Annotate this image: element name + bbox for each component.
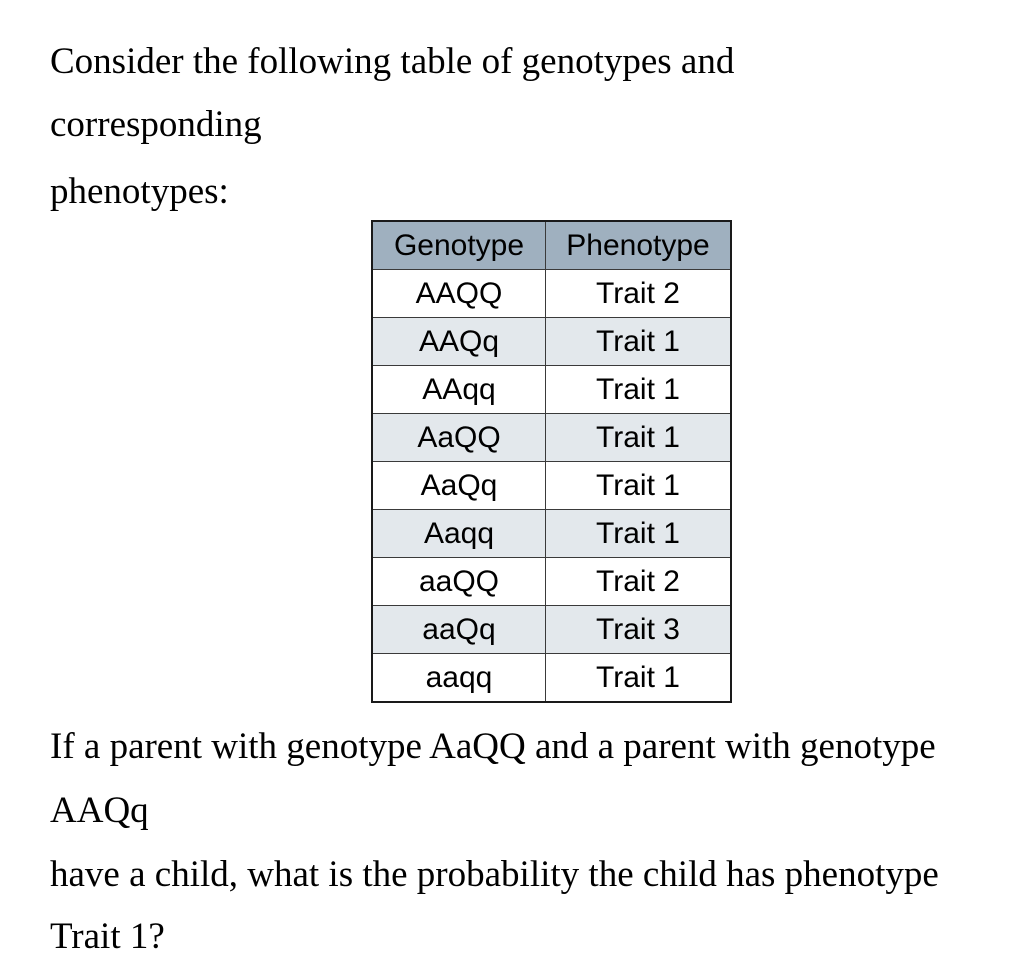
- genotype-phenotype-table: [371, 220, 732, 703]
- table-row: [372, 414, 731, 462]
- table-row: [372, 462, 731, 510]
- genotype-cell: aaQQ: [372, 558, 546, 606]
- phenotype-cell: Trait 1: [546, 414, 732, 462]
- genotype-cell: Aaqq: [372, 510, 546, 558]
- intro-text-line-3: phenotypes:: [50, 171, 229, 212]
- table-row: [372, 606, 731, 654]
- genotype-cell: aaqq: [372, 654, 546, 703]
- genotype-cell: AAQq: [372, 318, 546, 366]
- phenotype-cell: Trait 2: [546, 558, 732, 606]
- genotype-phenotype-table-container: [371, 220, 732, 703]
- genotype-cell: AaQQ: [372, 414, 546, 462]
- table-row: [372, 510, 731, 558]
- genotype-cell: AAQQ: [372, 270, 546, 318]
- table-row: [372, 654, 731, 703]
- question-text-line-2: AAQq: [50, 790, 149, 831]
- genotype-cell: AAqq: [372, 366, 546, 414]
- table-header-row: [372, 221, 731, 270]
- table-row: [372, 558, 731, 606]
- header-phenotype: Phenotype: [546, 221, 732, 270]
- question-text-line-3: have a child, what is the probability the child has phenotype: [50, 854, 939, 895]
- genotype-cell: AaQq: [372, 462, 546, 510]
- phenotype-cell: Trait 1: [546, 318, 732, 366]
- table-row: [372, 366, 731, 414]
- phenotype-cell: Trait 1: [546, 462, 732, 510]
- phenotype-cell: Trait 2: [546, 270, 732, 318]
- phenotype-cell: Trait 1: [546, 510, 732, 558]
- intro-text-line-2: corresponding: [50, 104, 262, 145]
- header-genotype: Genotype: [372, 221, 546, 270]
- phenotype-cell: Trait 1: [546, 654, 732, 703]
- phenotype-cell: Trait 1: [546, 366, 732, 414]
- table-row: [372, 270, 731, 318]
- genotype-cell: aaQq: [372, 606, 546, 654]
- question-text-line-1: If a parent with genotype AaQQ and a parent with genotype: [50, 726, 936, 767]
- intro-text-line-1: Consider the following table of genotypes and: [50, 41, 735, 82]
- question-text-line-4: Trait 1?: [50, 916, 165, 957]
- phenotype-cell: Trait 3: [546, 606, 732, 654]
- table-row: [372, 318, 731, 366]
